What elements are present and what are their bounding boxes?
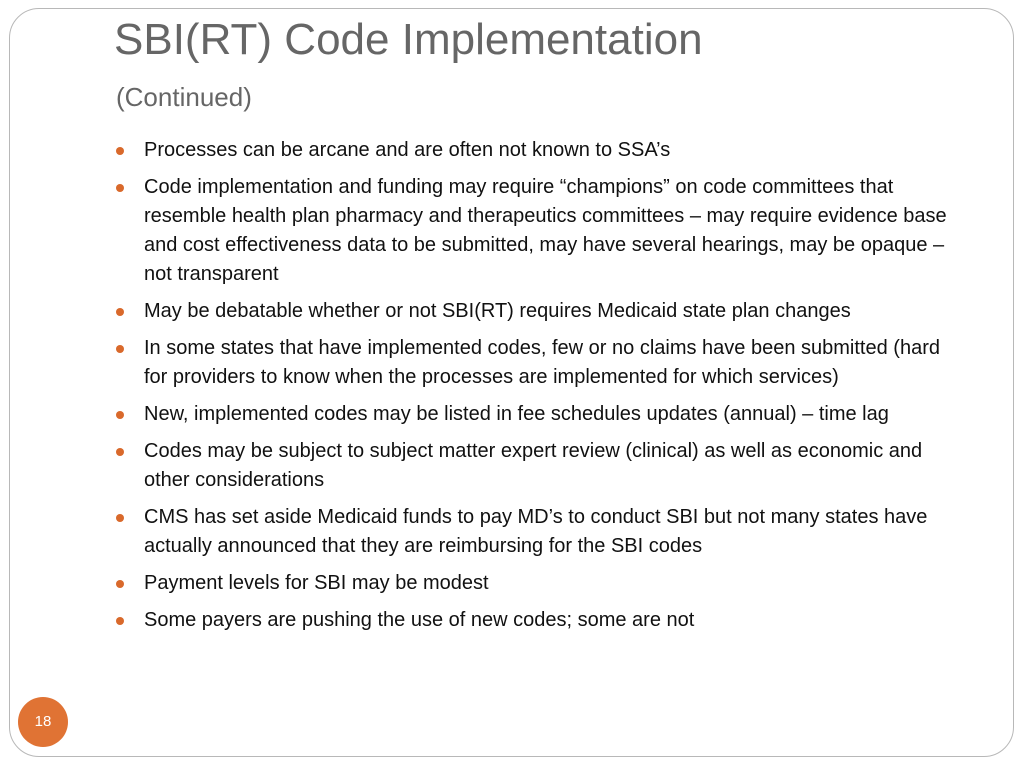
bullet-marker-icon [116, 411, 124, 419]
slide-number-badge: 18 [18, 697, 68, 747]
bullet-text: Codes may be subject to subject matter expert review (clinical) as well as economic and other considerations [144, 440, 923, 491]
bullet-item [116, 400, 966, 429]
bullet-item [116, 503, 966, 561]
bullet-text: May be debatable whether or not SBI(RT) requires Medicaid state plan changes [144, 300, 851, 322]
bullet-text: Some payers are pushing the use of new codes; some are not [144, 609, 695, 631]
bullet-marker-icon [116, 580, 124, 588]
bullet-marker-icon [116, 308, 124, 316]
bullet-item [116, 606, 966, 635]
bullet-item [116, 437, 966, 495]
bullet-item [116, 297, 966, 326]
bullet-marker-icon [116, 147, 124, 155]
bullet-marker-icon [116, 514, 124, 522]
bullet-marker-icon [116, 184, 124, 192]
bullet-text: Code implementation and funding may require “champions” on code committees that resemble health plan pharmacy and therapeutics committees – may require evidence base and cost effectiveness data to be submitted, may have several hearings, may be opaque – not transparent [144, 176, 947, 285]
bullet-text: In some states that have implemented codes, few or no claims have been submitted (hard for providers to know when the processes are implemented for which services) [144, 337, 940, 388]
bullet-text: New, implemented codes may be listed in fee schedules updates (annual) – time lag [144, 403, 889, 425]
bullet-text: CMS has set aside Medicaid funds to pay MD’s to conduct SBI but not many states have actually announced that they are reimbursing for the SBI codes [144, 506, 928, 557]
slide-title: SBI(RT) Code Implementation [114, 15, 703, 64]
bullet-text: Processes can be arcane and are often not known to SSA’s [144, 139, 671, 161]
bullet-item [116, 173, 966, 289]
bullet-item [116, 569, 966, 598]
bullet-marker-icon [116, 345, 124, 353]
bullet-item [116, 334, 966, 392]
slide-subtitle: (Continued) [116, 82, 252, 112]
bullet-text: Payment levels for SBI may be modest [144, 572, 489, 594]
bullet-list [116, 136, 966, 643]
bullet-item [116, 136, 966, 165]
bullet-marker-icon [116, 617, 124, 625]
bullet-marker-icon [116, 448, 124, 456]
